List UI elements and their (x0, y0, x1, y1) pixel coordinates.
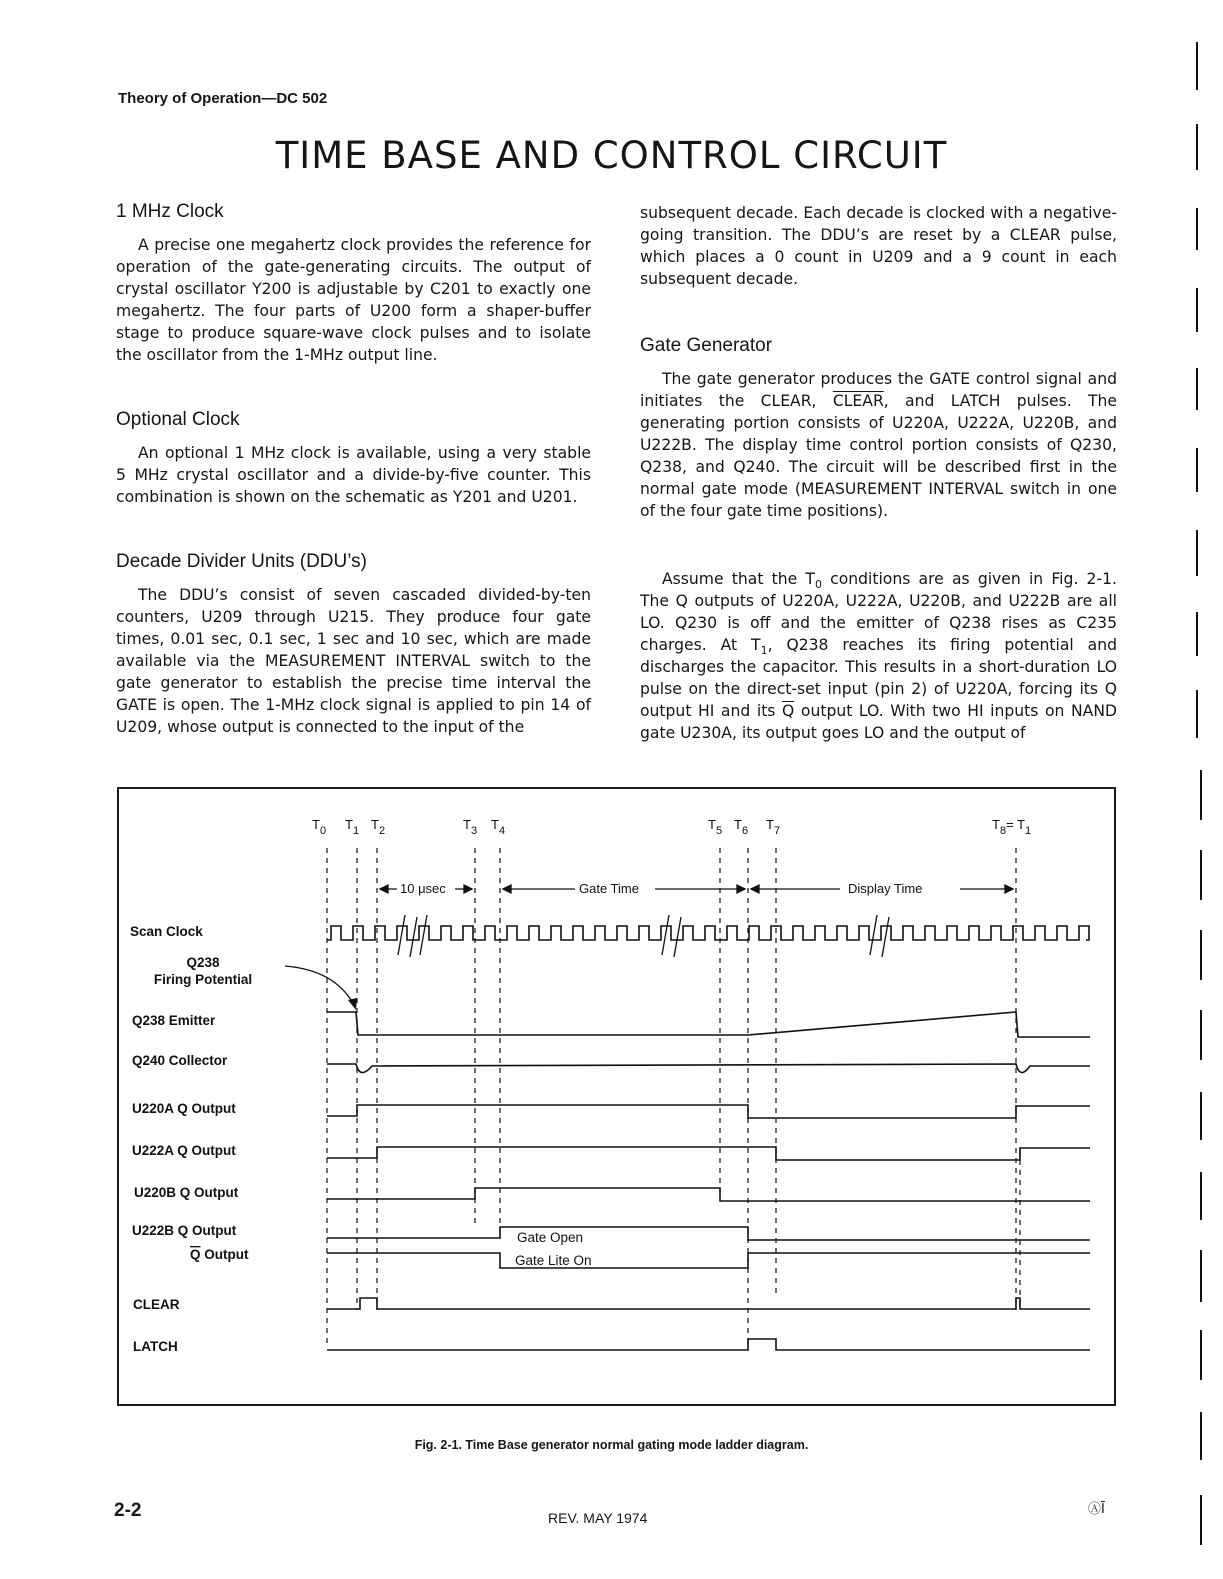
change-bar (1200, 850, 1202, 900)
u222b-q-waveform (327, 1227, 1090, 1240)
interval-10us-label: 10 μsec (400, 881, 446, 896)
time-label-t4: $T_4$ (491, 817, 506, 837)
right-column (640, 202, 1117, 762)
section-gate-generator (640, 334, 1117, 522)
section-title-ddu: Decade Divider Units (DDU’s) (116, 551, 367, 572)
change-bar (1200, 1250, 1202, 1302)
text-run: conditions are as given in Fig. 2-1. The Q outputs of U220A, U222A, U220B, and U222B are all LO. Q230 is off and the emitter of Q238 rises as C235 charges. At T (640, 570, 1117, 654)
arrowhead (737, 885, 745, 893)
section-ddu (116, 550, 591, 738)
label-u220a-q: U220A Q Output (132, 1101, 236, 1116)
paragraph-optional-clock: An optional 1 MHz clock is available, using a very stable 5 MHz crystal oscillator and a divide-by-five counter. This combination is shown on the schematic as Y201 and U201. (116, 444, 591, 506)
subscript: 0 (814, 578, 822, 592)
paragraph-t0-conditions (640, 568, 1117, 744)
label-latch: LATCH (133, 1339, 178, 1354)
u220a-q-waveform (327, 1105, 1090, 1118)
time-label-t2: $T_2$ (371, 817, 386, 837)
clear-waveform (327, 1298, 1090, 1309)
change-bar (1200, 1412, 1202, 1460)
paragraph-1mhz-clock: A precise one megahertz clock provides the reference for operation of the gate-generating circuits. The output of crystal oscillator Y200 is adjustable by C201 to exactly one megahertz. The four parts of U200 form a shaper-buffer stage to produce square-wave clock pulses and to isolate the oscillator from the 1-MHz output line. (116, 236, 591, 364)
text-run: , and LATCH pulses. The generating portion consists of U220A, U222A, U220B, and U222B. The display time control portion consists of Q230, Q238, and Q240. The circuit will be described first in the normal gate mode (MEASUREMENT INTERVAL switch in one of the four gate time positions). (640, 392, 1118, 520)
firing-potential-pointer (285, 966, 354, 1005)
revision-date: REV. MAY 1974 (548, 1510, 648, 1526)
break-mark (870, 915, 889, 957)
text-run: , Q238 reaches its firing potential and discharges the capacitor. This results in a short-duration LO pulse on the direct-set input (pin 2) of U220A, forcing its Q output HI and its (640, 636, 1118, 720)
text-run: output LO. With two HI inputs on NAND gate U230A, its output goes LO and the output of (640, 702, 1117, 742)
arrowhead (1005, 885, 1013, 893)
text-run: Assume that the T (662, 570, 815, 588)
arrowhead (464, 885, 472, 893)
section-title-optional-clock: Optional Clock (116, 409, 240, 430)
u220b-q-waveform (327, 1188, 1090, 1201)
scan-clock-waveform (327, 926, 1089, 940)
u222a-q-waveform (327, 1147, 1090, 1160)
change-bar (1200, 1495, 1202, 1545)
paragraph-ddu: The DDU’s consist of seven cascaded divided-by-ten counters, U209 through U215. They produce four gate times, 0.01 sec, 0.1 sec, 1 sec and 10 sec, which are made available via the MEASUREMENT INTERVAL switch to the gate generator to establish the precise time interval the GATE is open. The 1-MHz clock signal is applied to pin 14 of U209, whose output is connected to the input of the (116, 586, 591, 736)
qbar-output-waveform (327, 1253, 1090, 1268)
label-q238-fp-2: Firing Potential (153, 972, 253, 987)
change-bar (1196, 124, 1198, 170)
time-label-t8: $T_8= T_1$ (992, 817, 1032, 837)
publisher-logo: ⒶĪ (1088, 1502, 1105, 1517)
time-label-t3: $T_3$ (463, 817, 478, 837)
running-header: Theory of Operation—DC 502 (118, 90, 328, 107)
change-bar (1200, 1010, 1202, 1060)
section-1mhz-clock (116, 200, 591, 366)
section-optional-clock (116, 408, 591, 508)
break-mark (420, 915, 427, 955)
change-bar (1200, 770, 1202, 820)
label-u220b-q: U220B Q Output (134, 1185, 239, 1200)
time-label-t6: $T_6$ (734, 817, 749, 837)
arrowhead (380, 885, 388, 893)
change-bar (1196, 448, 1198, 492)
arrowhead (503, 885, 511, 893)
latch-waveform (327, 1339, 1090, 1350)
gate-open-label: Gate Open (517, 1230, 584, 1245)
clear-bar-text: CLEAR (832, 392, 884, 410)
paragraph-ddu-continued: subsequent decade. Each decade is clocked with a negative-going transition. The DDU’s are reset by a CLEAR pulse, which places a 0 count in U209 and a 9 count in each subsequent decade. (640, 204, 1117, 288)
gate-lite-on-label: Gate Lite On (515, 1253, 592, 1268)
change-bar (1196, 530, 1198, 576)
change-bar (1200, 930, 1202, 980)
section-title-1mhz-clock: 1 MHz Clock (116, 201, 224, 222)
label-scan-clock: Scan Clock (130, 924, 203, 939)
q-bar-text: $\overline{Q}$ (782, 702, 795, 720)
q240-collector-waveform (327, 1064, 1090, 1073)
paragraph-gate-generator (640, 368, 1117, 522)
section-t0-conditions (640, 568, 1117, 744)
change-bar (1196, 368, 1198, 410)
label-u222b-q: U222B Q Output (132, 1223, 237, 1238)
change-bar (1196, 288, 1198, 332)
time-label-t1: $T_1$ (345, 817, 360, 837)
section-title-gate-generator: Gate Generator (640, 335, 773, 356)
section-ddu-continued (640, 202, 1117, 290)
time-label-t5: $T_5$ (708, 817, 723, 837)
left-column (116, 200, 591, 760)
time-label-t0: $T_0$ (312, 817, 327, 837)
label-clear: CLEAR (133, 1297, 180, 1312)
interval-gate-label: Gate Time (579, 881, 639, 896)
firing-potential-arrowhead (348, 998, 357, 1010)
time-label-t7: $T_7$ (766, 817, 781, 837)
q238-emitter-waveform (327, 1012, 1090, 1037)
ladder-diagram (119, 789, 1114, 1404)
label-qbar-output: Q Output (190, 1247, 249, 1262)
interval-display-label: Display Time (848, 881, 923, 896)
figure-caption: Fig. 2-1. Time Base generator normal gating mode ladder diagram. (414, 1438, 809, 1452)
change-bar (1200, 1330, 1202, 1380)
arrowhead (751, 885, 759, 893)
label-q240-collector: Q240 Collector (132, 1053, 228, 1068)
change-bar (1196, 42, 1198, 90)
page-title: TIME BASE AND CONTROL CIRCUIT (275, 134, 948, 177)
change-bar (1200, 1172, 1202, 1220)
subscript: 1 (760, 644, 768, 658)
change-bar (1196, 690, 1198, 738)
figure-frame (117, 787, 1116, 1406)
change-bar (1200, 1092, 1202, 1140)
text-run: The gate generator produces the GATE control signal and initiates the CLEAR, (640, 370, 1117, 410)
change-bar (1196, 612, 1198, 656)
page-number: 2-2 (114, 1500, 142, 1521)
label-q238-emitter: Q238 Emitter (132, 1013, 216, 1028)
change-bar (1196, 208, 1198, 250)
label-u222a-q: U222A Q Output (132, 1143, 236, 1158)
label-q238-fp-1: Q238 (186, 955, 220, 970)
